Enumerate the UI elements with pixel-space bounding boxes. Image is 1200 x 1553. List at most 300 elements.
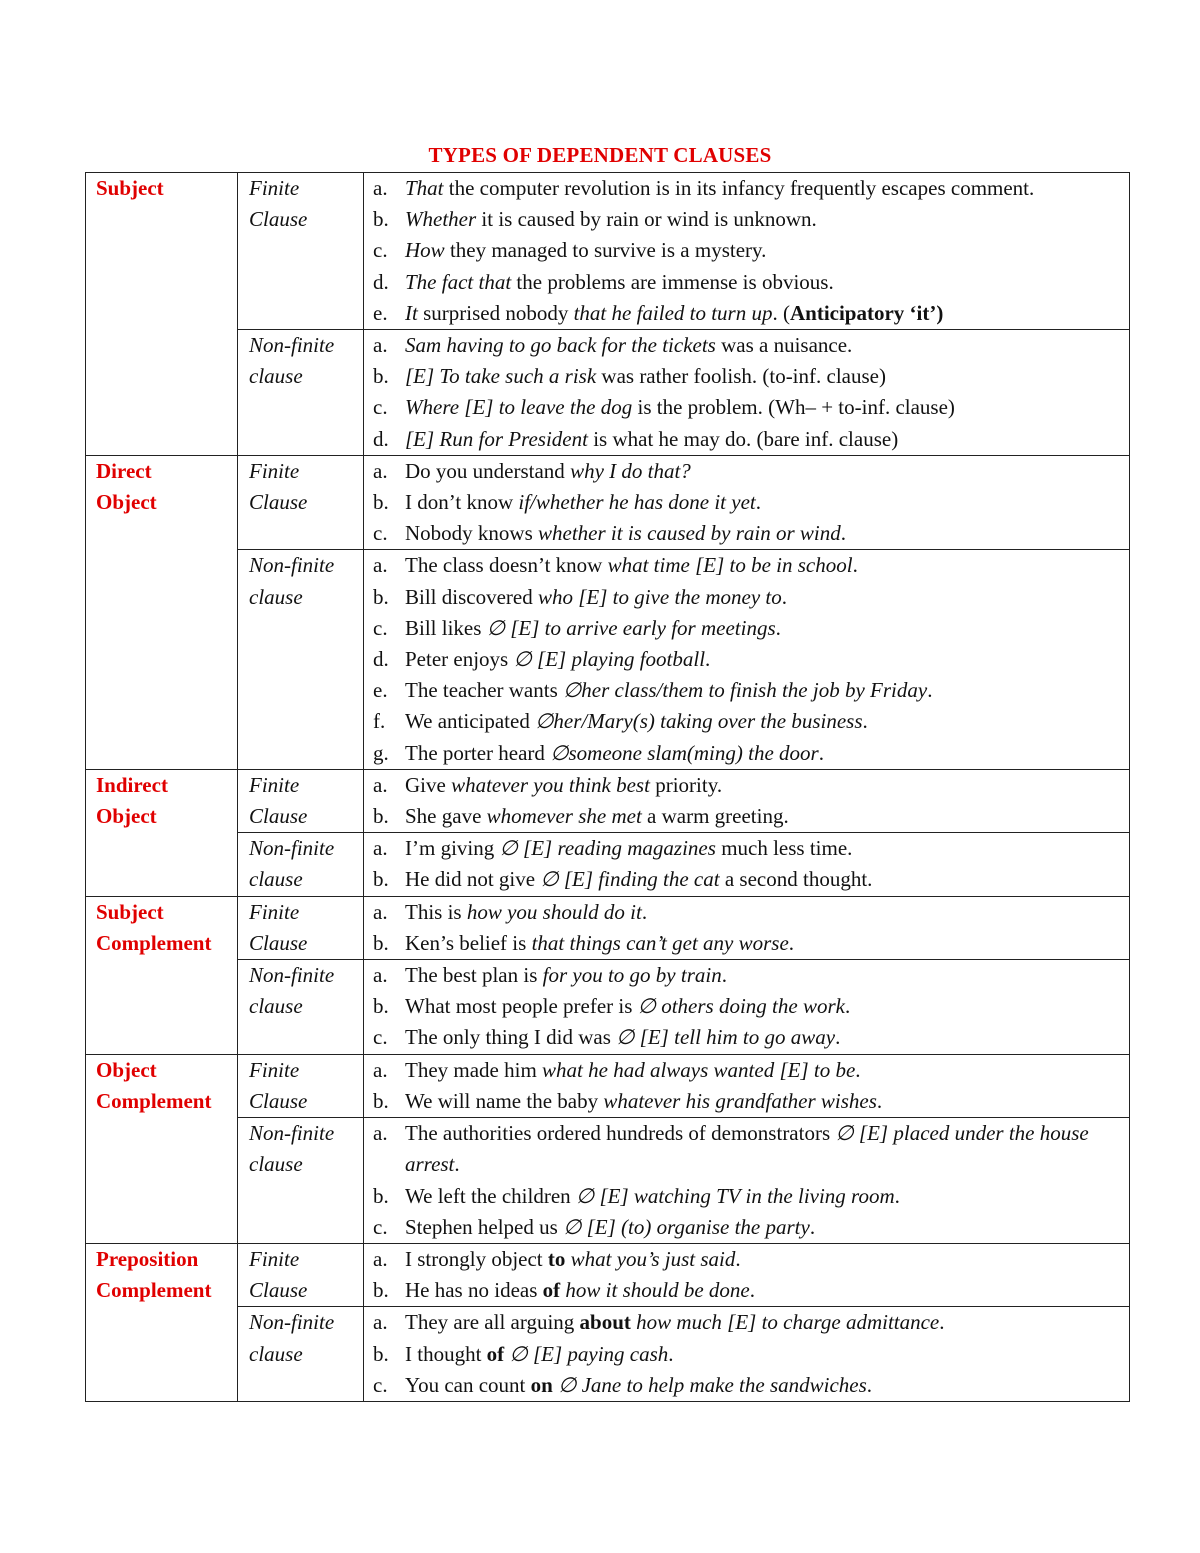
example-text — [405, 1307, 1121, 1338]
clause-form-cell — [238, 896, 364, 959]
example-segment: She gave — [405, 804, 487, 829]
example-segment: Nobody knows — [405, 521, 539, 546]
example-item — [373, 204, 1121, 235]
clause-highlight: Sam having to go back for the tickets — [405, 333, 716, 358]
example-segment: was rather foolish. (to-inf. clause) — [596, 364, 886, 389]
example-item — [373, 235, 1121, 266]
example-segment: The class doesn’t know — [405, 553, 608, 578]
examples-cell — [364, 455, 1130, 550]
example-item — [373, 487, 1121, 518]
clause-highlight: whatever you think best — [451, 772, 650, 797]
examples-cell — [364, 550, 1130, 769]
example-item — [373, 392, 1121, 423]
example-segment: The teacher wants — [405, 678, 564, 703]
example-text — [405, 330, 1121, 361]
clause-form-label: Non-finite — [249, 963, 335, 988]
example-text — [405, 1086, 1121, 1117]
clause-highlight: [E] Run for President — [405, 426, 588, 451]
example-text — [405, 675, 1121, 706]
example-segment: I don’t know — [405, 490, 519, 515]
example-label: a. — [373, 772, 388, 797]
example-item — [373, 298, 1121, 329]
clause-highlight: what time [E] to be in school — [607, 553, 853, 578]
example-text — [405, 1055, 1121, 1086]
example-label: b. — [373, 867, 389, 892]
clause-highlight: why I do that? — [570, 458, 691, 483]
example-segment: We left the children — [405, 1183, 576, 1208]
clause-form-cell — [238, 1054, 364, 1117]
clause-form-label: Clause — [249, 930, 308, 955]
example-segment: We will name the baby — [405, 1088, 604, 1113]
clause-highlight: that things can’t get any worse — [531, 930, 789, 955]
clause-form-label: clause — [249, 584, 303, 609]
example-item — [373, 613, 1121, 644]
example-label: e. — [373, 300, 388, 325]
clause-highlight: ∅ others doing the work — [637, 994, 845, 1019]
example-segment: priority. — [649, 772, 723, 797]
examples-cell — [364, 1307, 1130, 1402]
example-segment: . — [862, 709, 868, 734]
example-segment: it is caused by rain or wind is unknown. — [476, 207, 817, 232]
table-row — [86, 455, 1130, 550]
example-text — [405, 456, 1121, 487]
example-label: d. — [373, 647, 389, 672]
example-label: c. — [373, 615, 388, 640]
example-segment: is the problem. (Wh– + to-inf. clause) — [632, 395, 955, 420]
category-label: Complement — [96, 1278, 212, 1303]
clause-highlight: How — [405, 238, 445, 263]
clause-highlight: who [E] to give the money to — [537, 584, 782, 609]
example-label: f. — [373, 709, 386, 734]
example-segment: a warm greeting. — [641, 804, 789, 829]
example-item — [373, 738, 1121, 769]
example-item — [373, 897, 1121, 928]
example-item — [373, 864, 1121, 895]
category-label: Indirect — [96, 772, 168, 797]
example-segment: much less time. — [715, 836, 853, 861]
example-label: a. — [373, 1310, 388, 1335]
example-label: c. — [373, 1214, 388, 1239]
example-text — [405, 487, 1121, 518]
clauses-table — [85, 172, 1130, 1402]
example-text — [405, 550, 1121, 581]
clause-form-label: Non-finite — [249, 553, 335, 578]
example-segment: . — [835, 1025, 841, 1050]
example-segment: Give — [405, 772, 452, 797]
example-label: c. — [373, 395, 388, 420]
clause-highlight: whatever his grandfather wishes — [603, 1088, 877, 1113]
category-label: Direct — [96, 458, 152, 483]
example-item — [373, 1055, 1121, 1086]
example-item — [373, 1339, 1121, 1370]
example-item — [373, 582, 1121, 613]
example-segment: Peter enjoys — [405, 647, 514, 672]
example-label: d. — [373, 269, 389, 294]
clause-highlight: if/whether he has done it yet — [518, 490, 756, 515]
example-item — [373, 173, 1121, 204]
example-text — [405, 582, 1121, 613]
example-text — [405, 267, 1121, 298]
example-segment: . — [852, 553, 858, 578]
example-item — [373, 1118, 1121, 1180]
category-label: Subject — [96, 176, 164, 200]
category-cell — [86, 1243, 238, 1401]
category-cell — [86, 173, 238, 456]
clause-highlight: what you’s just said — [570, 1246, 736, 1271]
example-item — [373, 706, 1121, 737]
example-text — [405, 1244, 1121, 1275]
example-segment: . — [641, 899, 648, 924]
example-text — [405, 1022, 1121, 1053]
example-label: g. — [373, 740, 389, 765]
example-label: b. — [373, 490, 389, 515]
category-cell — [86, 455, 238, 769]
category-label: Complement — [96, 930, 212, 955]
bold-text: on — [530, 1372, 553, 1397]
example-label: a. — [373, 333, 388, 358]
example-item — [373, 1275, 1121, 1306]
clause-highlight: That — [405, 176, 444, 200]
example-text — [405, 928, 1121, 959]
example-segment: was a nuisance. — [715, 333, 853, 358]
example-segment: is what he may do. (bare inf. clause) — [587, 426, 899, 451]
clause-highlight: ∅her/Mary(s) taking over the business — [535, 709, 863, 734]
example-segment: They are all arguing — [405, 1310, 580, 1335]
clause-form-label: clause — [249, 1152, 303, 1177]
clause-form-cell — [238, 1118, 364, 1244]
category-label: Object — [96, 804, 157, 829]
example-segment: The porter heard — [405, 740, 551, 765]
examples-cell — [364, 896, 1130, 959]
table-row — [86, 1307, 1130, 1402]
clause-highlight: ∅ [E] finding the cat — [540, 867, 720, 892]
example-segment: . — [894, 1183, 900, 1208]
example-item — [373, 801, 1121, 832]
examples-cell — [364, 1054, 1130, 1117]
clause-highlight: for you to go by train — [542, 963, 722, 988]
example-segment: He has no ideas — [405, 1278, 543, 1303]
example-segment: . — [809, 1214, 816, 1239]
example-text — [405, 298, 1121, 329]
example-text — [405, 833, 1121, 864]
example-segment: . — [749, 1278, 755, 1303]
clause-form-cell — [238, 173, 364, 330]
example-label: a. — [373, 1121, 388, 1146]
example-item — [373, 1370, 1121, 1401]
example-item — [373, 991, 1121, 1022]
example-text — [405, 960, 1121, 991]
example-item — [373, 1307, 1121, 1338]
clause-highlight: ∅ [E] placed under the house arrest — [405, 1121, 1089, 1177]
example-text — [405, 801, 1121, 832]
example-item — [373, 833, 1121, 864]
clause-form-label: Clause — [249, 804, 308, 829]
clause-highlight: Whether — [405, 207, 477, 232]
clause-highlight: ∅ [E] paying cash — [509, 1341, 669, 1366]
example-label: b. — [373, 207, 389, 232]
example-segment: Bill likes — [405, 615, 487, 640]
clause-form-cell — [238, 550, 364, 769]
example-label: a. — [373, 1246, 388, 1271]
example-segment: . — [755, 490, 761, 515]
clause-highlight: ∅ [E] playing football — [513, 647, 706, 672]
example-segment: You can count — [405, 1372, 531, 1397]
category-label: Object — [96, 490, 157, 515]
example-label: b. — [373, 1183, 389, 1208]
clause-form-cell — [238, 330, 364, 456]
clause-form-label: Clause — [249, 1278, 308, 1303]
clause-highlight: ∅ [E] (to) organise the party — [563, 1214, 810, 1239]
clause-form-cell — [238, 1243, 364, 1306]
example-segment: . — [788, 930, 795, 955]
table-row — [86, 960, 1130, 1055]
example-text — [405, 1181, 1121, 1212]
example-segment: What most people prefer is — [405, 994, 638, 1019]
examples-cell — [364, 833, 1130, 896]
clause-highlight: that he failed to turn up — [573, 300, 773, 325]
table-row — [86, 1054, 1130, 1117]
example-label: b. — [373, 930, 389, 955]
examples-cell — [364, 769, 1130, 832]
example-segment: . — [705, 647, 711, 672]
bold-text: of — [542, 1278, 561, 1303]
table-row — [86, 173, 1130, 330]
clause-form-label: Finite — [249, 1057, 300, 1082]
clause-form-label: Finite — [249, 176, 300, 200]
table-body — [86, 173, 1130, 1402]
clause-highlight: Where [E] to leave the dog — [405, 395, 633, 420]
table-row — [86, 1118, 1130, 1244]
example-label: e. — [373, 678, 388, 703]
example-text — [405, 1339, 1121, 1370]
example-segment: surprised nobody — [417, 300, 574, 325]
clause-form-label: Finite — [249, 899, 300, 924]
example-segment: I strongly object — [405, 1246, 548, 1271]
clause-form-label: clause — [249, 364, 303, 389]
clause-form-cell — [238, 455, 364, 550]
example-segment: The authorities ordered hundreds of demonstrators — [405, 1121, 836, 1146]
example-item — [373, 330, 1121, 361]
example-text — [405, 1275, 1121, 1306]
example-segment: . — [454, 1152, 460, 1177]
category-cell — [86, 769, 238, 896]
example-segment: They made him — [405, 1057, 543, 1082]
example-item — [373, 960, 1121, 991]
clause-form-label: Finite — [249, 772, 300, 797]
example-label: a. — [373, 1057, 388, 1082]
clause-form-label: clause — [249, 1341, 303, 1366]
example-segment: This is — [405, 899, 467, 924]
example-label: c. — [373, 1025, 388, 1050]
example-segment: Stephen helped us — [405, 1214, 564, 1239]
example-item — [373, 1086, 1121, 1117]
example-label: a. — [373, 836, 388, 861]
example-segment: . — [818, 740, 824, 765]
clause-form-cell — [238, 833, 364, 896]
example-item — [373, 1181, 1121, 1212]
examples-cell — [364, 960, 1130, 1055]
bold-text: about — [579, 1310, 631, 1335]
category-label: Complement — [96, 1088, 212, 1113]
example-segment: . — [844, 994, 851, 1019]
clause-form-label: Clause — [249, 207, 308, 232]
example-label: b. — [373, 994, 389, 1019]
example-text — [405, 613, 1121, 644]
example-segment: they managed to survive is a mystery. — [444, 238, 767, 263]
clause-form-label: Finite — [249, 1246, 300, 1271]
clause-form-label: Clause — [249, 1088, 308, 1113]
example-label: b. — [373, 1088, 389, 1113]
example-item — [373, 675, 1121, 706]
table-row — [86, 896, 1130, 959]
bold-text: of — [486, 1341, 505, 1366]
example-text — [405, 173, 1121, 204]
example-text — [405, 424, 1121, 455]
example-text — [405, 1370, 1121, 1401]
example-segment: I thought — [405, 1341, 487, 1366]
clause-form-cell — [238, 1307, 364, 1402]
example-segment: . — [927, 678, 933, 703]
clause-form-label: Clause — [249, 490, 308, 515]
example-segment: . — [781, 584, 788, 609]
category-cell — [86, 1054, 238, 1243]
clause-highlight: whomever she met — [486, 804, 642, 829]
example-item — [373, 1244, 1121, 1275]
clause-highlight: ∅someone slam(ming) the door — [550, 740, 819, 765]
clause-highlight: ∅ Jane to help make the sandwiches — [558, 1372, 867, 1397]
example-label: b. — [373, 364, 389, 389]
clause-highlight: ∅ [E] reading magazines — [499, 836, 716, 861]
page-title: TYPES OF DEPENDENT CLAUSES — [428, 143, 772, 167]
clause-highlight: how much [E] to charge admittance — [636, 1310, 940, 1335]
clause-form-cell — [238, 960, 364, 1055]
example-label: c. — [373, 238, 388, 263]
table-row — [86, 330, 1130, 456]
example-segment: the computer revolution is in its infancy frequently escapes comment. — [443, 176, 1035, 200]
example-segment: The only thing I did was — [405, 1025, 617, 1050]
example-label: b. — [373, 1278, 389, 1303]
example-segment: . — [939, 1310, 945, 1335]
clause-highlight: what he had always wanted [E] to be — [542, 1057, 856, 1082]
example-text — [405, 204, 1121, 235]
example-segment: I’m giving — [405, 836, 500, 861]
example-item — [373, 456, 1121, 487]
clause-highlight: how it should be done — [565, 1278, 750, 1303]
table-row — [86, 1243, 1130, 1306]
clause-highlight: [E] To take such a risk — [405, 364, 597, 389]
clause-highlight: The fact that — [405, 269, 512, 294]
example-item — [373, 550, 1121, 581]
table-row — [86, 769, 1130, 832]
example-label: b. — [373, 804, 389, 829]
example-text — [405, 738, 1121, 769]
table-row — [86, 550, 1130, 769]
example-item — [373, 1212, 1121, 1243]
category-cell — [86, 896, 238, 1054]
bold-text: Anticipatory ‘it’) — [789, 300, 944, 325]
example-segment: . ( — [772, 300, 790, 325]
clause-highlight: how you should do it — [466, 899, 642, 924]
clause-highlight: whether it is caused by rain or wind — [538, 521, 841, 546]
category-label: Object — [96, 1057, 157, 1082]
bold-text: to — [547, 1246, 566, 1271]
example-label: b. — [373, 584, 389, 609]
example-label: d. — [373, 426, 389, 451]
example-item — [373, 267, 1121, 298]
clause-highlight: ∅ [E] watching TV in the living room — [575, 1183, 895, 1208]
clause-form-label: Finite — [249, 458, 300, 483]
example-item — [373, 424, 1121, 455]
example-item — [373, 770, 1121, 801]
example-segment: . — [735, 1246, 741, 1271]
example-item — [373, 644, 1121, 675]
example-label: c. — [373, 521, 388, 546]
clause-form-cell — [238, 769, 364, 832]
example-text — [405, 644, 1121, 675]
example-text — [405, 392, 1121, 423]
example-segment: He did not give — [405, 867, 541, 892]
example-label: a. — [373, 553, 388, 578]
examples-cell — [364, 1118, 1130, 1244]
example-segment: . — [876, 1088, 883, 1113]
example-label: b. — [373, 1341, 389, 1366]
example-text — [405, 864, 1121, 895]
clause-highlight: ∅ [E] tell him to go away — [616, 1025, 836, 1050]
clause-form-label: clause — [249, 994, 303, 1019]
example-label: a. — [373, 176, 388, 200]
example-text — [405, 770, 1121, 801]
example-label: c. — [373, 1372, 388, 1397]
example-segment: . — [840, 521, 847, 546]
example-segment: The best plan is — [405, 963, 543, 988]
clause-form-label: Non-finite — [249, 1121, 335, 1146]
example-segment: . — [668, 1341, 674, 1366]
example-text — [405, 706, 1121, 737]
table-row — [86, 833, 1130, 896]
clause-highlight: It — [405, 300, 418, 325]
example-text — [405, 361, 1121, 392]
examples-cell — [364, 173, 1130, 330]
example-item — [373, 928, 1121, 959]
example-text — [405, 1118, 1121, 1180]
example-text — [405, 518, 1121, 549]
clause-highlight: ∅ [E] to arrive early for meetings — [486, 615, 776, 640]
example-item — [373, 1022, 1121, 1053]
example-label: a. — [373, 458, 388, 483]
examples-cell — [364, 330, 1130, 456]
example-segment: We anticipated — [405, 709, 536, 734]
clause-highlight: ∅her class/them to finish the job by Friday — [563, 678, 928, 703]
examples-cell — [364, 1243, 1130, 1306]
clause-form-label: Non-finite — [249, 836, 335, 861]
example-segment: . — [866, 1372, 873, 1397]
example-label: a. — [373, 963, 388, 988]
example-text — [405, 1212, 1121, 1243]
example-segment: . — [855, 1057, 861, 1082]
example-segment: Bill discovered — [405, 584, 538, 609]
clause-form-label: Non-finite — [249, 333, 335, 358]
example-text — [405, 991, 1121, 1022]
category-label: Subject — [96, 899, 164, 924]
example-segment: Ken’s belief is — [405, 930, 532, 955]
example-segment: . — [775, 615, 781, 640]
example-text — [405, 897, 1121, 928]
example-segment: . — [721, 963, 727, 988]
example-item — [373, 361, 1121, 392]
example-item — [373, 518, 1121, 549]
example-label: a. — [373, 899, 388, 924]
example-segment: the problems are immense is obvious. — [511, 269, 834, 294]
